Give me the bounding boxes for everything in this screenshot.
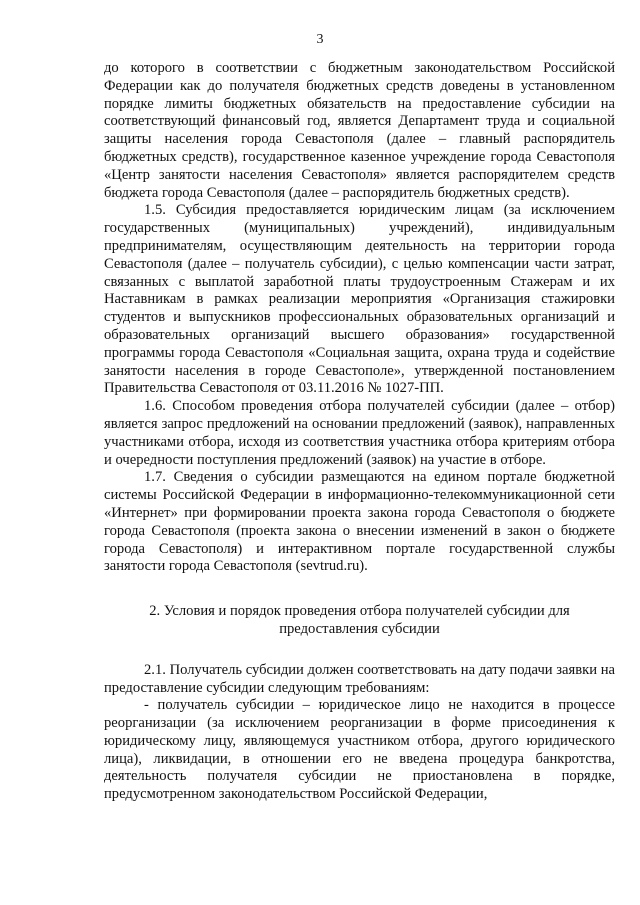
paragraph-continuation: до которого в соответствии с бюджетным законодательством Российской Федерации как до получателя бюджетных средств доведены в установленном порядке лимиты бюджетных обязательств на предоставление субсидии на соответствующий финансовый год, является Департамент труда и социальной защиты населения города Севастополя (далее – главный распорядитель бюджетных средств), государственное казенное учреждение города Севастополя «Центр занятости населения Севастополя» является распорядителем средств бюджета города Севастополя (далее – распорядитель бюджетных средств). bbox=[104, 60, 615, 201]
paragraph-requirement-bullet: - получатель субсидии – юридическое лицо не находится в процессе реорганизации (за исключением реорганизации в форме присоединения к юридическому лицу, являющемуся участником отбора, другого юридического лица), ликвидации, в отношении его не введена процедура банкротства, деятельность получателя субсидии не приостановлена в порядке, предусмотренном законодательством Российской Федерации, bbox=[104, 697, 615, 803]
paragraph-1-5: 1.5. Субсидия предоставляется юридическим лицам (за исключением государственных (муниципальных) учреждений), индивидуальным предпринимателям, осуществляющим деятельность на территории города Севастополя (далее – получатель субсидии), с целью компенсации части затрат, связанных с выплатой заработной платы трудоустроенным Стажерам и их Наставникам в рамках реализации мероприятия «Организация стажировки студентов и выпускников профессиональных образовательных организаций и образовательных организаций высшего образования» государственной программы города Севастополя «Социальная защита, охрана труда и содействие занятости населения в городе Севастополе», утвержденной постановлением Правительства Севастополя от 03.11.2016 № 1027-ПП. bbox=[104, 202, 615, 397]
document-body bbox=[104, 60, 615, 804]
paragraph-1-7: 1.7. Сведения о субсидии размещаются на едином портале бюджетной системы Российской Федерации в информационно-телекоммуникационной сети «Интернет» при формировании проекта закона города Севастополя о бюджете города Севастополя (проекта закона о внесении изменений в закон о бюджете города Севастополя) и интерактивном портале государственной службы занятости города Севастополя (sevtrud.ru). bbox=[104, 469, 615, 575]
page-number: 3 bbox=[316, 32, 324, 47]
section-heading-2: 2. Условия и порядок проведения отбора получателей субсидии для предоставления субсидии bbox=[149, 603, 570, 637]
paragraph-2-1: 2.1. Получатель субсидии должен соответствовать на дату подачи заявки на предоставление субсидии следующим требованиям: bbox=[104, 661, 615, 696]
paragraph-1-6: 1.6. Способом проведения отбора получателей субсидии (далее – отбор) является запрос предложений на основании предложений (заявок), направленных участниками отбора, исходя из соответствия участника отбора критериям отбора и очередности поступления предложений (заявок) на участие в отборе. bbox=[104, 398, 615, 468]
